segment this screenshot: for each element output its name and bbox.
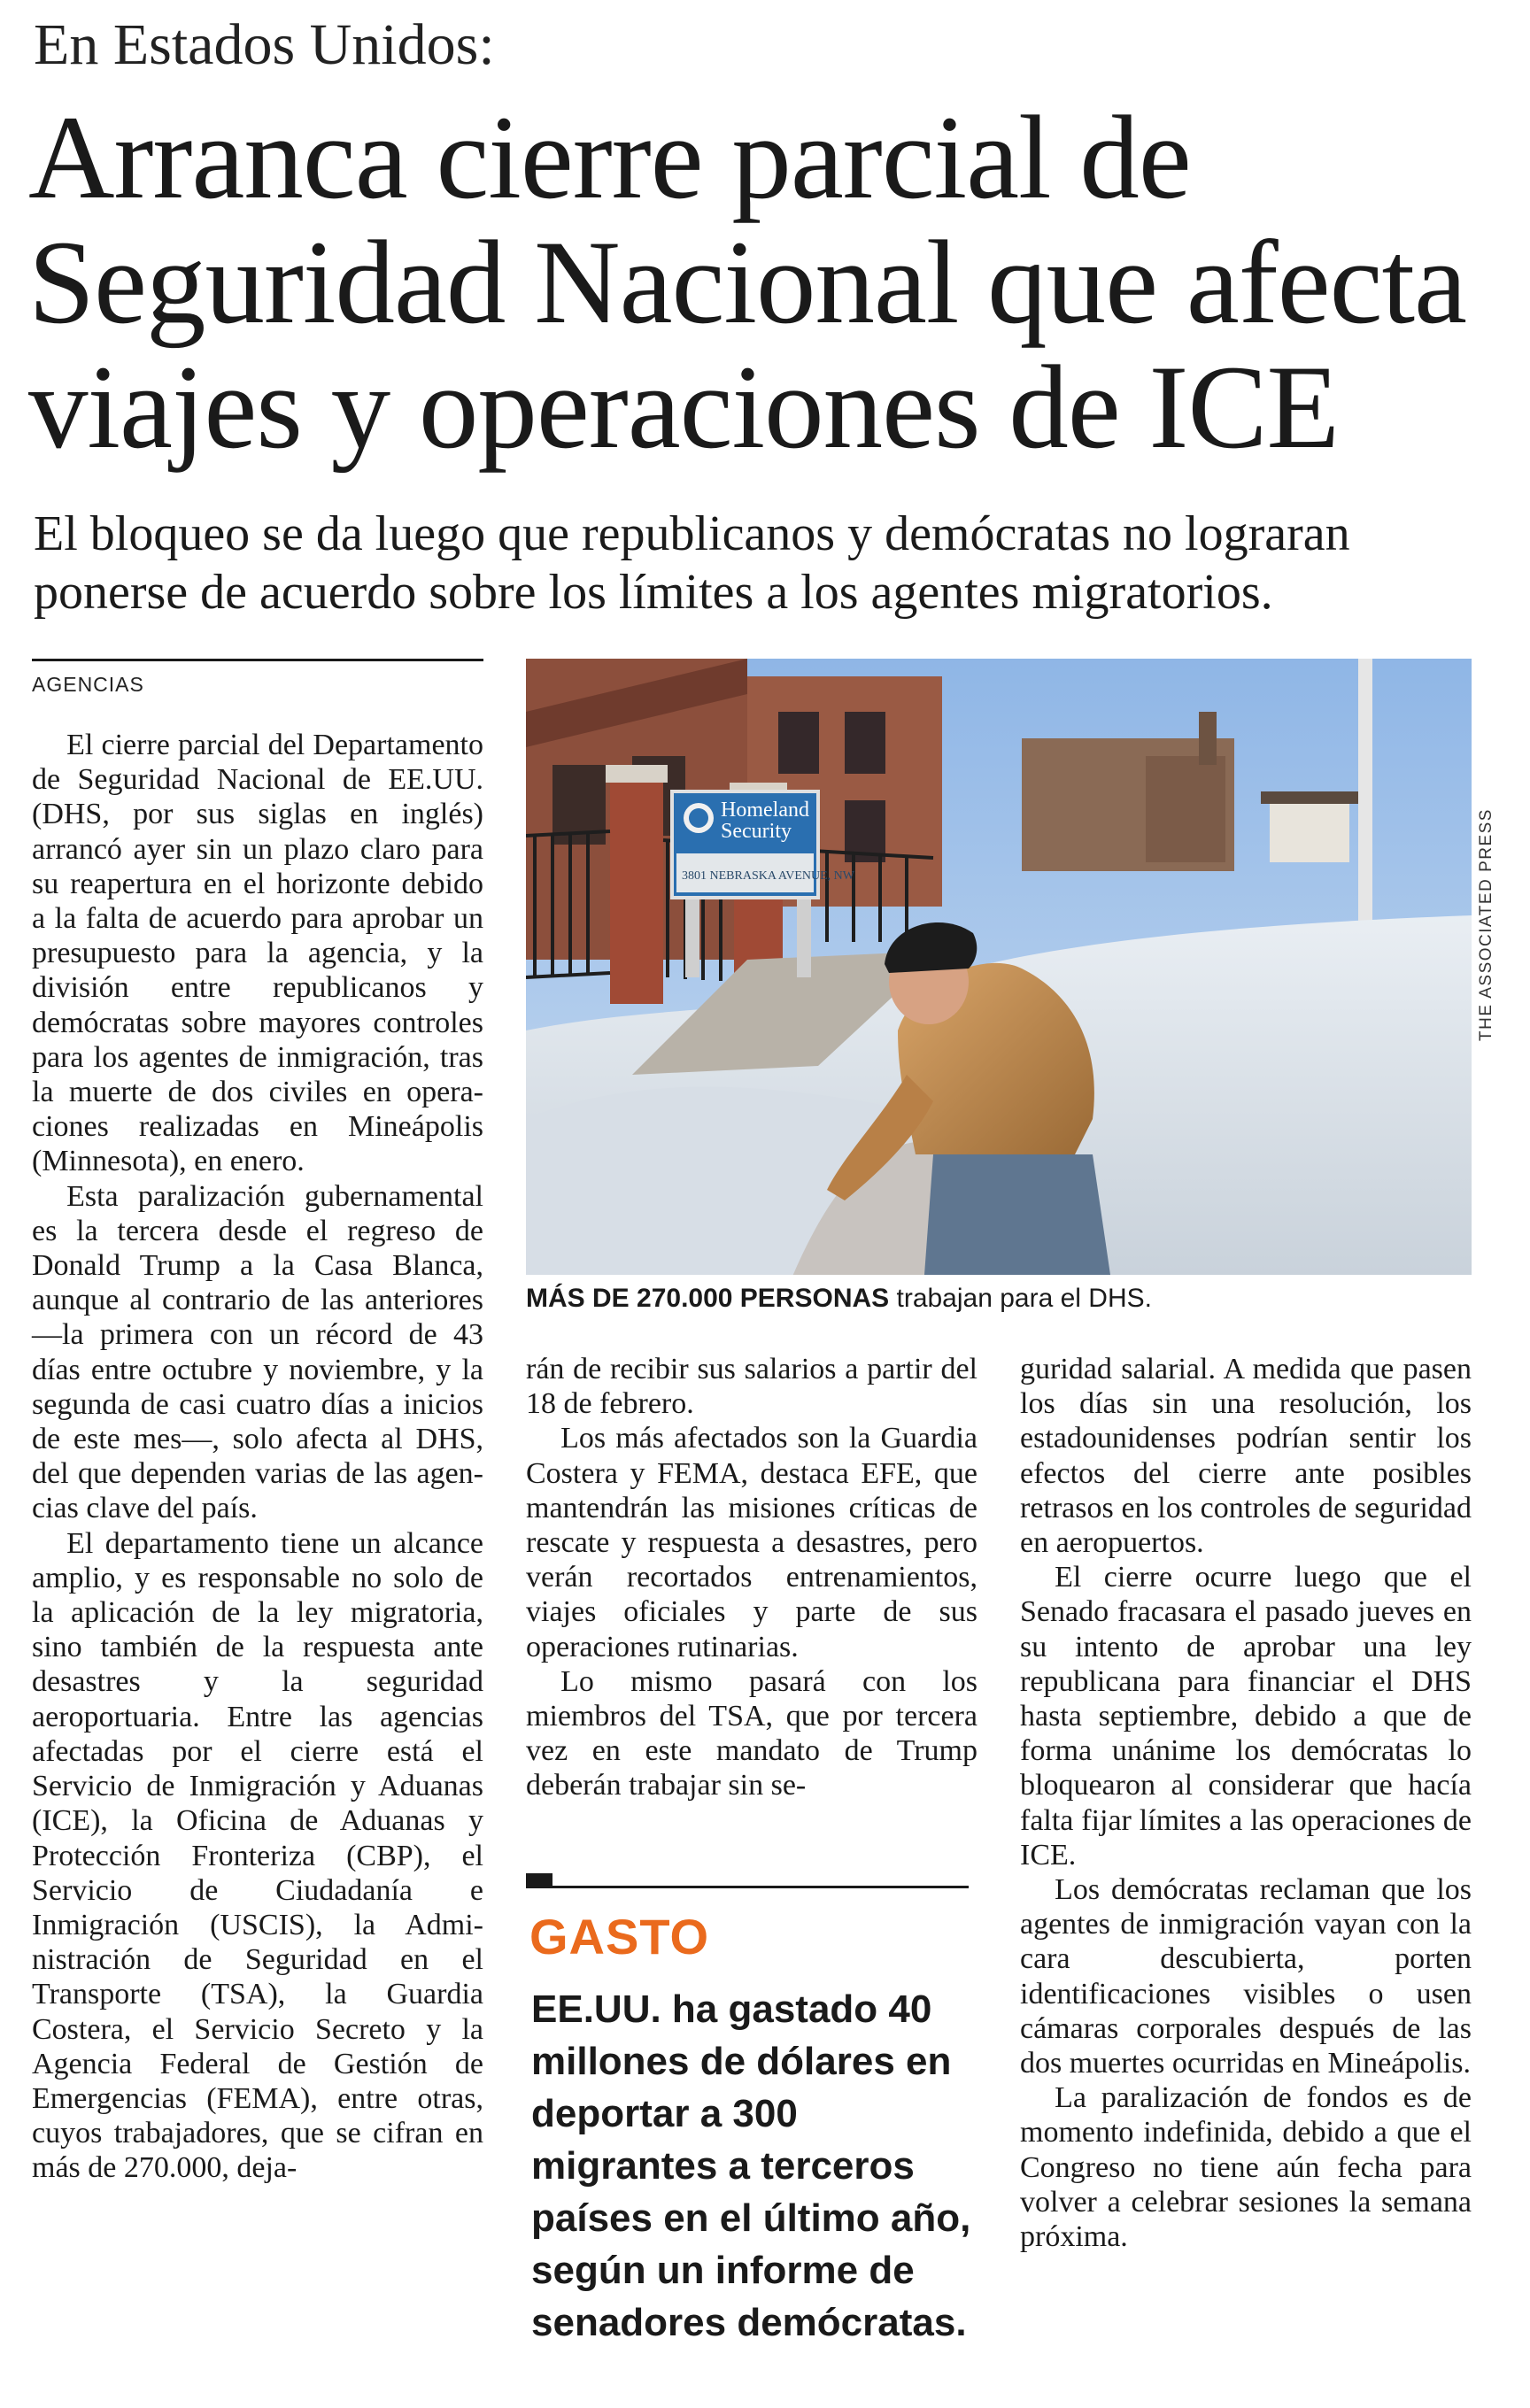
sign-text-security: Security [721, 820, 792, 843]
byline-rule [32, 659, 483, 661]
caption-text: trabajan para el DHS. [889, 1284, 1152, 1313]
photo-illustration [526, 659, 1472, 1275]
article-column-1 [32, 728, 483, 2186]
paragraph: Los demócratas reclaman que los agentes de inmigración vayan con la cara descubierta, porten identificaciones visibles o usen cámaras corporales después de las dos muertes ocurridas en Mineápolis. [1020, 1873, 1472, 2080]
article-column-3 [1020, 1352, 1472, 2254]
paragraph: Los más afectados son la Guardia Costera y FEMA, destaca EFE, que mantendrán las misiones críticas de rescate y respuesta a desastres, pero verán recortados entrenamientos, viajes oficiales y parte de sus operaciones rutinarias. [526, 1422, 978, 1663]
factbox-line: deportar a 300 [531, 2092, 798, 2135]
tower [1199, 712, 1217, 765]
dhs-seal-inner [689, 808, 708, 828]
sign-text-homeland: Homeland [721, 799, 809, 822]
factbox-rule [526, 1886, 969, 1888]
photo-credit: THE ASSOCIATED PRESS [1477, 808, 1495, 1041]
headline-line: Arranca cierre parcial de [28, 92, 1191, 224]
headline-line: viajes y operaciones de ICE [28, 342, 1339, 474]
factbox-line: millones de dólares en [531, 2040, 952, 2083]
paragraph: La paralización de fondos es de momento indefinida, debido a que el Congreso no tiene aún fecha para volver a celebrar sesiones la semana próxima. [1020, 2081, 1472, 2254]
factbox-text [531, 1983, 974, 2349]
news-photo [526, 659, 1472, 1275]
factbox-line: países en el último año, [531, 2196, 971, 2240]
man-jeans [924, 1154, 1110, 1275]
kicker: En Estados Unidos: [34, 12, 495, 77]
paragraph: El departamento tiene un alcance amplio, y es responsable no solo de la aplicación de la ley migratoria, sino también de la respuesta ante desastres y la seguridad aeroportuaria. Entre las agencias afectadas por el cierre está el Servicio de Inmigración y Aduanas (ICE), la Oficina de Aduanas y Protección Fronteriza (CBP), el Servicio de Ciudadanía e Inmigración (USCIS), la Administración de Seguridad en el Transporte (TSA), la Guardia Costera, el Servicio Secreto y la Agencia Federal de Gestión de Emergencias (FEMA), entre otras, cuyos trabajadores, que se cifran en más de 270.000, deja- [32, 1526, 483, 2185]
caption-bold: MÁS DE 270.000 PERSONAS [526, 1284, 890, 1313]
paragraph: Lo mismo pasará con los miembros del TSA, que por tercera vez en este mandato de Trump deberán trabajar sin se- [526, 1664, 978, 1802]
pillar-cap [606, 765, 668, 783]
window [778, 712, 819, 774]
paragraph: El cierre ocurre luego que el Senado fracasara el pasado jueves en su intento de aprobar una ley republicana para financiar el DHS hasta septiembre, debido a que de forma unánime los demócratas lo bloquearon al considerar que hacía falta fijar límites a las operaciones de ICE. [1020, 1561, 1472, 1872]
sign-post [685, 889, 699, 977]
paragraph: guridad salarial. A medida que pasen los días sin una resolución, los estadounidenses podrían sentir los efectos del cierre ante posibles retrasos en los controles de seguridad en aeropuertos. [1020, 1353, 1472, 1560]
sign-post [797, 891, 811, 977]
guard-booth [1270, 800, 1349, 862]
gate-pillar [610, 774, 663, 1004]
headline-line: Seguridad Nacional que afecta [28, 217, 1466, 349]
distant-building [1146, 756, 1225, 862]
factbox-line: senadores demócratas. [531, 2301, 967, 2344]
paragraph: rán de recibir sus salarios a partir del 18 de febrero. [526, 1353, 978, 1421]
byline: AGENCIAS [32, 673, 144, 696]
paragraph: Esta paralización gubernamental es la tercera desde el regreso de Donald Trump a la Casa Blanca, aunque al contrario de las anteriores —la primera con un récord de 43 días entre octubre y noviembre, y la segunda de casi cuatro días a inicios de este mes—, solo afecta al DHS, del que dependen varias de las agencias clave del país. [32, 1179, 483, 1525]
factbox-line: migrantes a terceros [531, 2144, 915, 2188]
photo-caption [526, 1284, 1152, 1314]
sign-address: 3801 NEBRASKA AVENUE, NW [682, 869, 854, 883]
article-column-2 [526, 1352, 978, 1803]
factbox-label: GASTO [529, 1909, 710, 1964]
booth-roof [1261, 791, 1358, 804]
factbox-line: según un informe de [531, 2249, 915, 2292]
window [845, 712, 885, 774]
headline [28, 92, 1516, 474]
deck-line: El bloqueo se da luego que republicanos y demócratas no lograran [34, 506, 1350, 561]
paragraph: El cierre parcial del Departamento de Seguridad Nacional de EE.UU. (DHS, por sus siglas en inglés) arrancó ayer sin un plazo claro para su reapertura en el horizonte debido a la falta de acuerdo para aprobar un presupuesto para la agencia, y la división entre republicanos y demócratas sobre mayores controles para los agentes de inmigración, tras la muerte de dos civiles en operaciones realizadas en Mineápolis (Minnesota), en enero. [32, 729, 483, 1178]
factbox-line: EE.UU. ha gastado 40 [531, 1987, 932, 2031]
deck-line: ponerse de acuerdo sobre los límites a los agentes migratorios. [34, 565, 1273, 620]
deck-subheadline [34, 505, 1503, 621]
